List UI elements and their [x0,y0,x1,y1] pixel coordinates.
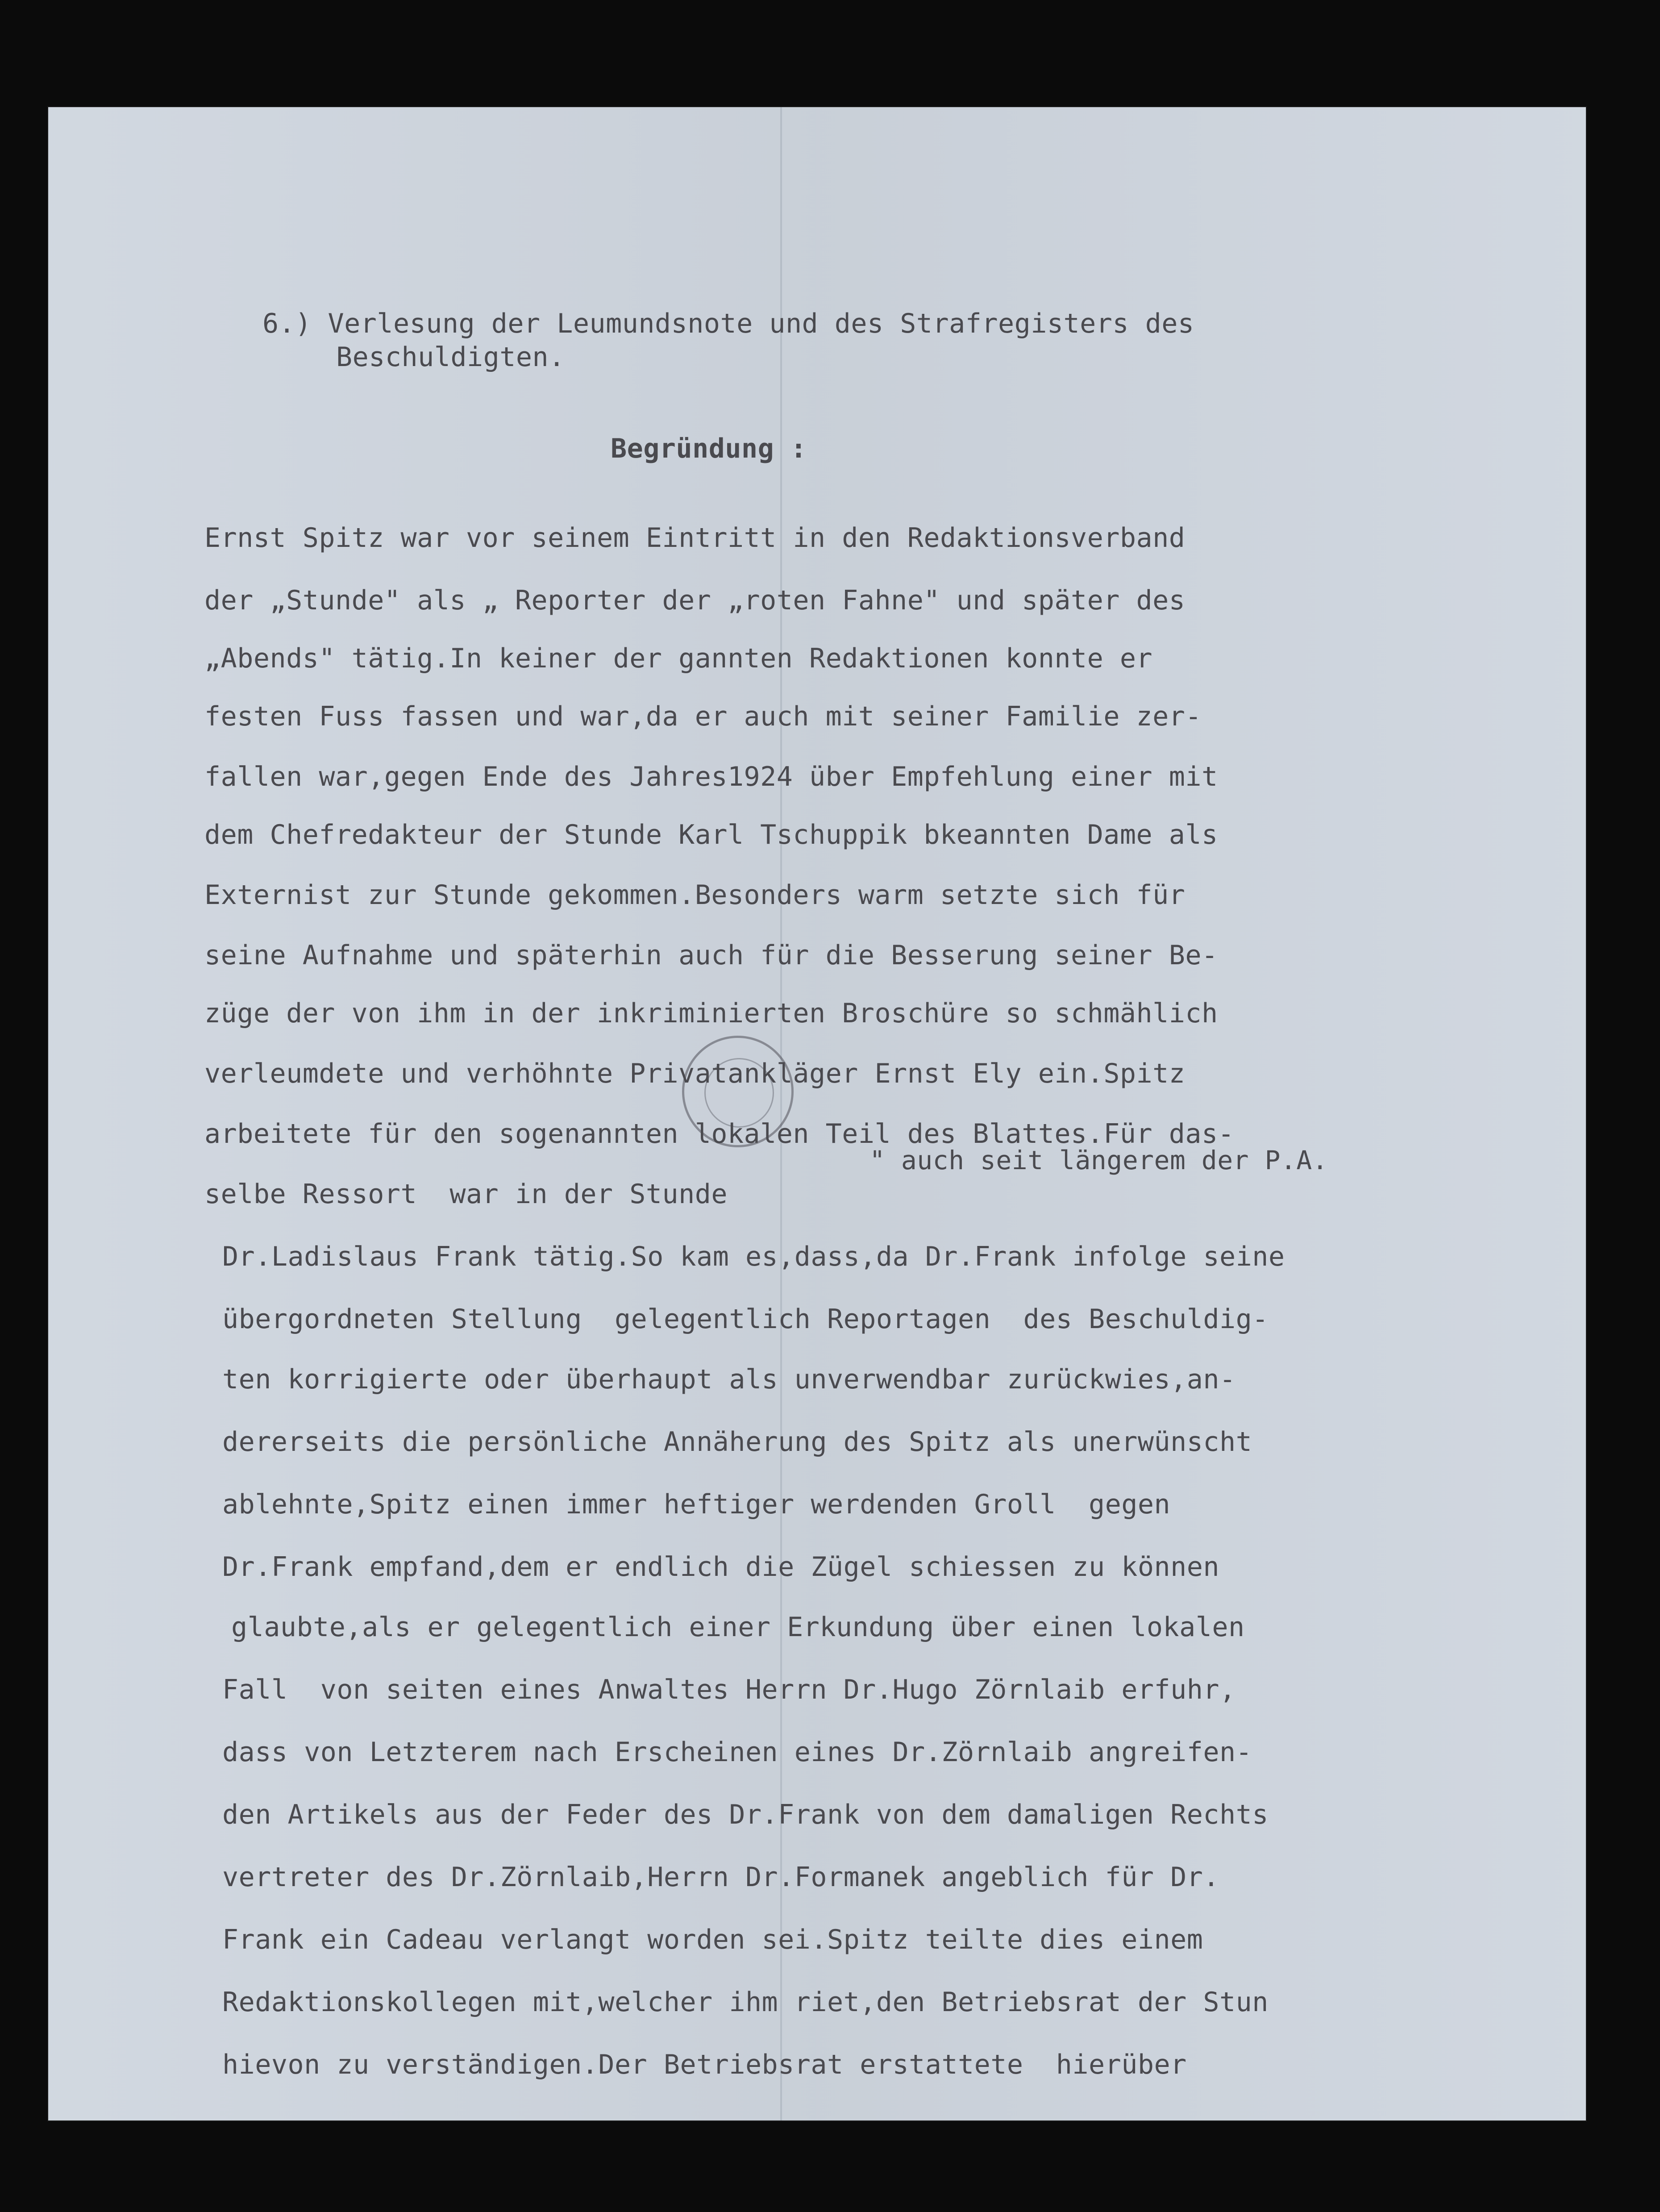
section-heading: Begründung : [611,433,807,464]
item-6-heading: 6.) Verlesung der Leumundsnote und des Strafregisters des [262,308,1194,339]
text-line: Dr.Frank empfand,dem er endlich die Zügel schiessen zu können [222,1551,1220,1583]
text-line: selbe Ressort war in der Stunde [204,1179,728,1210]
text-line: arbeitete für den sogenannten lokalen Teil des Blattes.Für das- [204,1118,1235,1150]
text-line: hievon zu verständigen.Der Betriebsrat erstattete hierüber [222,2049,1187,2080]
text-line: glaubte,als er gelegentlich einer Erkundung über einen lokalen [231,1612,1245,1643]
text-line: Redaktionskollegen mit,welcher ihm riet,den Betriebsrat der Stun [222,1987,1269,2018]
text-line: Dr.Ladislaus Frank tätig.So kam es,dass,da Dr.Frank infolge seine [222,1241,1285,1272]
text-line: dem Chefredakteur der Stunde Karl Tschuppik bkeannten Dame als [204,819,1218,850]
text-line: Fall von seiten eines Anwaltes Herrn Dr.Hugo Zörnlaib erfuhr, [222,1674,1236,1705]
text-line: ten korrigierte oder überhaupt als unverwendbar zurückwies,an- [222,1364,1236,1395]
text-line: den Artikels aus der Feder des Dr.Frank von dem damaligen Rechts [222,1799,1269,1830]
text-line: Externist zur Stunde gekommen.Besonders warm setzte sich für [204,879,1186,911]
document-page [48,107,1586,2120]
text-line: ablehnte,Spitz einen immer heftiger werdenden Groll gegen [222,1489,1171,1520]
text-line: verleumdete und verhöhnte Privatankläger Ernst Ely ein.Spitz [204,1058,1186,1089]
text-line: fallen war,gegen Ende des Jahres1924 über Empfehlung einer mit [204,761,1218,792]
text-line: übergordneten Stellung gelegentlich Reportagen des Beschuldig- [222,1304,1269,1335]
text-line: vertreter des Dr.Zörnlaib,Herrn Dr.Formanek angeblich für Dr. [222,1862,1220,1893]
text-line: Ernst Spitz war vor seinem Eintritt in den Redaktionsverband [204,522,1186,554]
text-line: der „Stunde" als „ Reporter der „roten Fahne" und später des [204,585,1186,616]
text-line: dass von Letzterem nach Erscheinen eines Dr.Zörnlaib angreifen- [222,1737,1252,1768]
text-line: seine Aufnahme und späterhin auch für die Besserung seiner Be- [204,940,1218,971]
text-line: dererseits die persönliche Annäherung des Spitz als unerwünscht [222,1426,1252,1458]
text-line: „Abends" tätig.In keiner der gannten Redaktionen konnte er [204,643,1153,674]
text-line: festen Fuss fassen und war,da er auch mit seiner Familie zer- [204,701,1202,732]
item-6-heading-cont: Beschuldigten. [336,342,565,373]
insertion-text: " auch seit längerem der P.A. [870,1145,1328,1175]
text-line: züge der von ihm in der inkriminierten Broschüre so schmählich [204,998,1218,1029]
text-line: Frank ein Cadeau verlangt worden sei.Spitz teilte dies einem [222,1924,1203,1955]
